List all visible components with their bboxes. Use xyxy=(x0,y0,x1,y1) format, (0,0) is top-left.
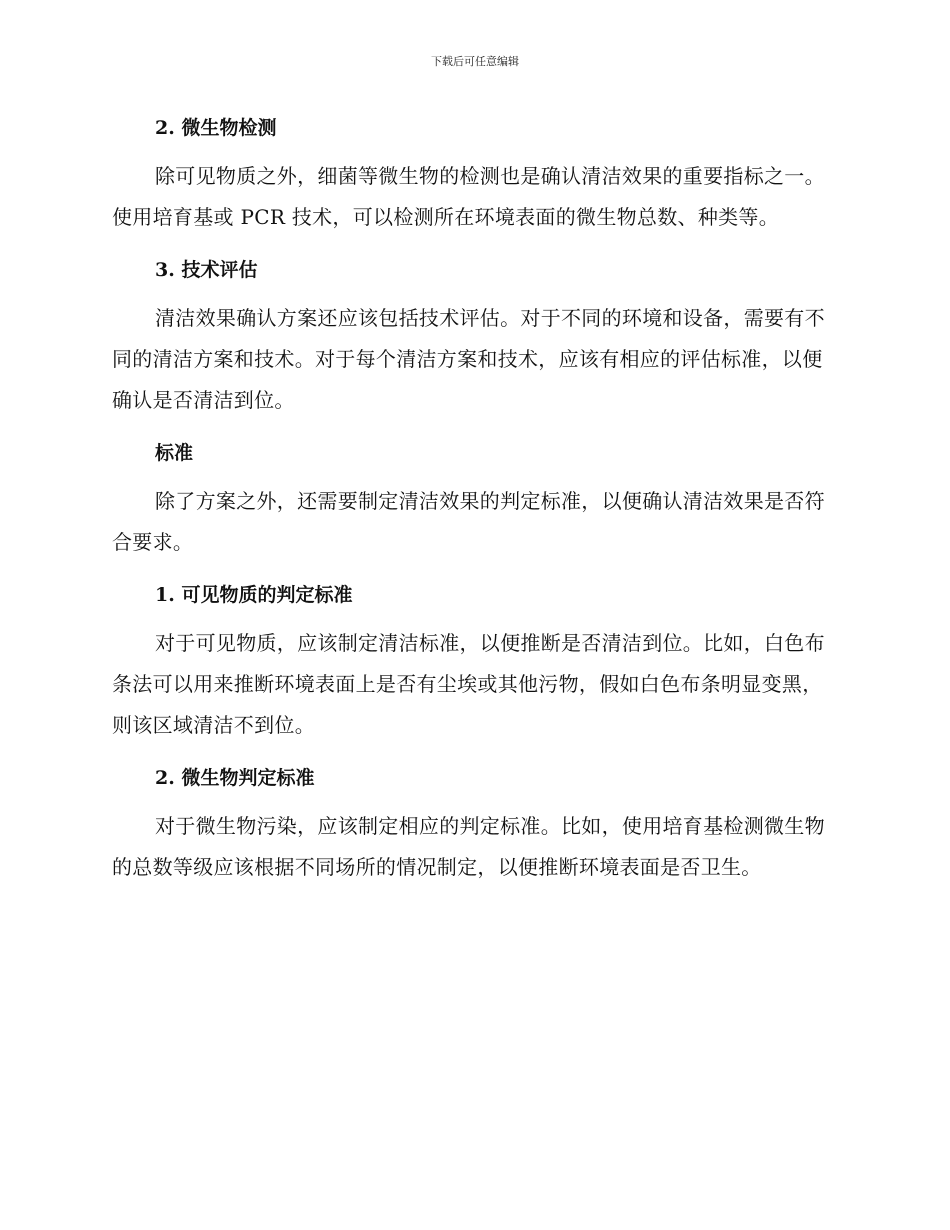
section-heading-microbe-detection: 2. 微生物检测 xyxy=(155,117,277,139)
section-heading-standards: 标准 xyxy=(155,442,194,464)
page-header: 下载后可任意编辑 xyxy=(431,55,519,68)
section-paragraph-microbe-detection: 除可见物质之外，细菌等微生物的检测也是确认清洁效果的重要指标之一。使用培育基或 PCR 技术，可以检测所在环境表面的微生物总数、种类等。 xyxy=(112,164,825,229)
section-heading-microbe-criteria: 2. 微生物判定标准 xyxy=(155,767,315,789)
section-paragraph-technical-evaluation: 清洁效果确认方案还应该包括技术评估。对于不同的环境和设备，需要有不同的清洁方案和技术。对于每个清洁方案和技术，应该有相应的评估标准，以便确认是否清洁到位。 xyxy=(112,306,825,412)
document-body xyxy=(112,108,830,900)
section-heading-visible-matter-criteria: 1. 可见物质的判定标准 xyxy=(155,584,353,606)
section-paragraph-standards: 除了方案之外，还需要制定清洁效果的判定标准，以便确认清洁效果是否符合要求。 xyxy=(112,489,825,554)
section-paragraph-visible-matter-criteria: 对于可见物质，应该制定清洁标准，以便推断是否清洁到位。比如，白色布条法可以用来推断环境表面上是否有尘埃或其他污物，假如白色布条明显变黑，则该区域清洁不到位。 xyxy=(112,631,825,737)
section-heading-technical-evaluation: 3. 技术评估 xyxy=(155,259,258,281)
section-paragraph-microbe-criteria: 对于微生物污染，应该制定相应的判定标准。比如，使用培育基检测微生物的总数等级应该根据不同场所的情况制定，以便推断环境表面是否卫生。 xyxy=(112,814,825,879)
